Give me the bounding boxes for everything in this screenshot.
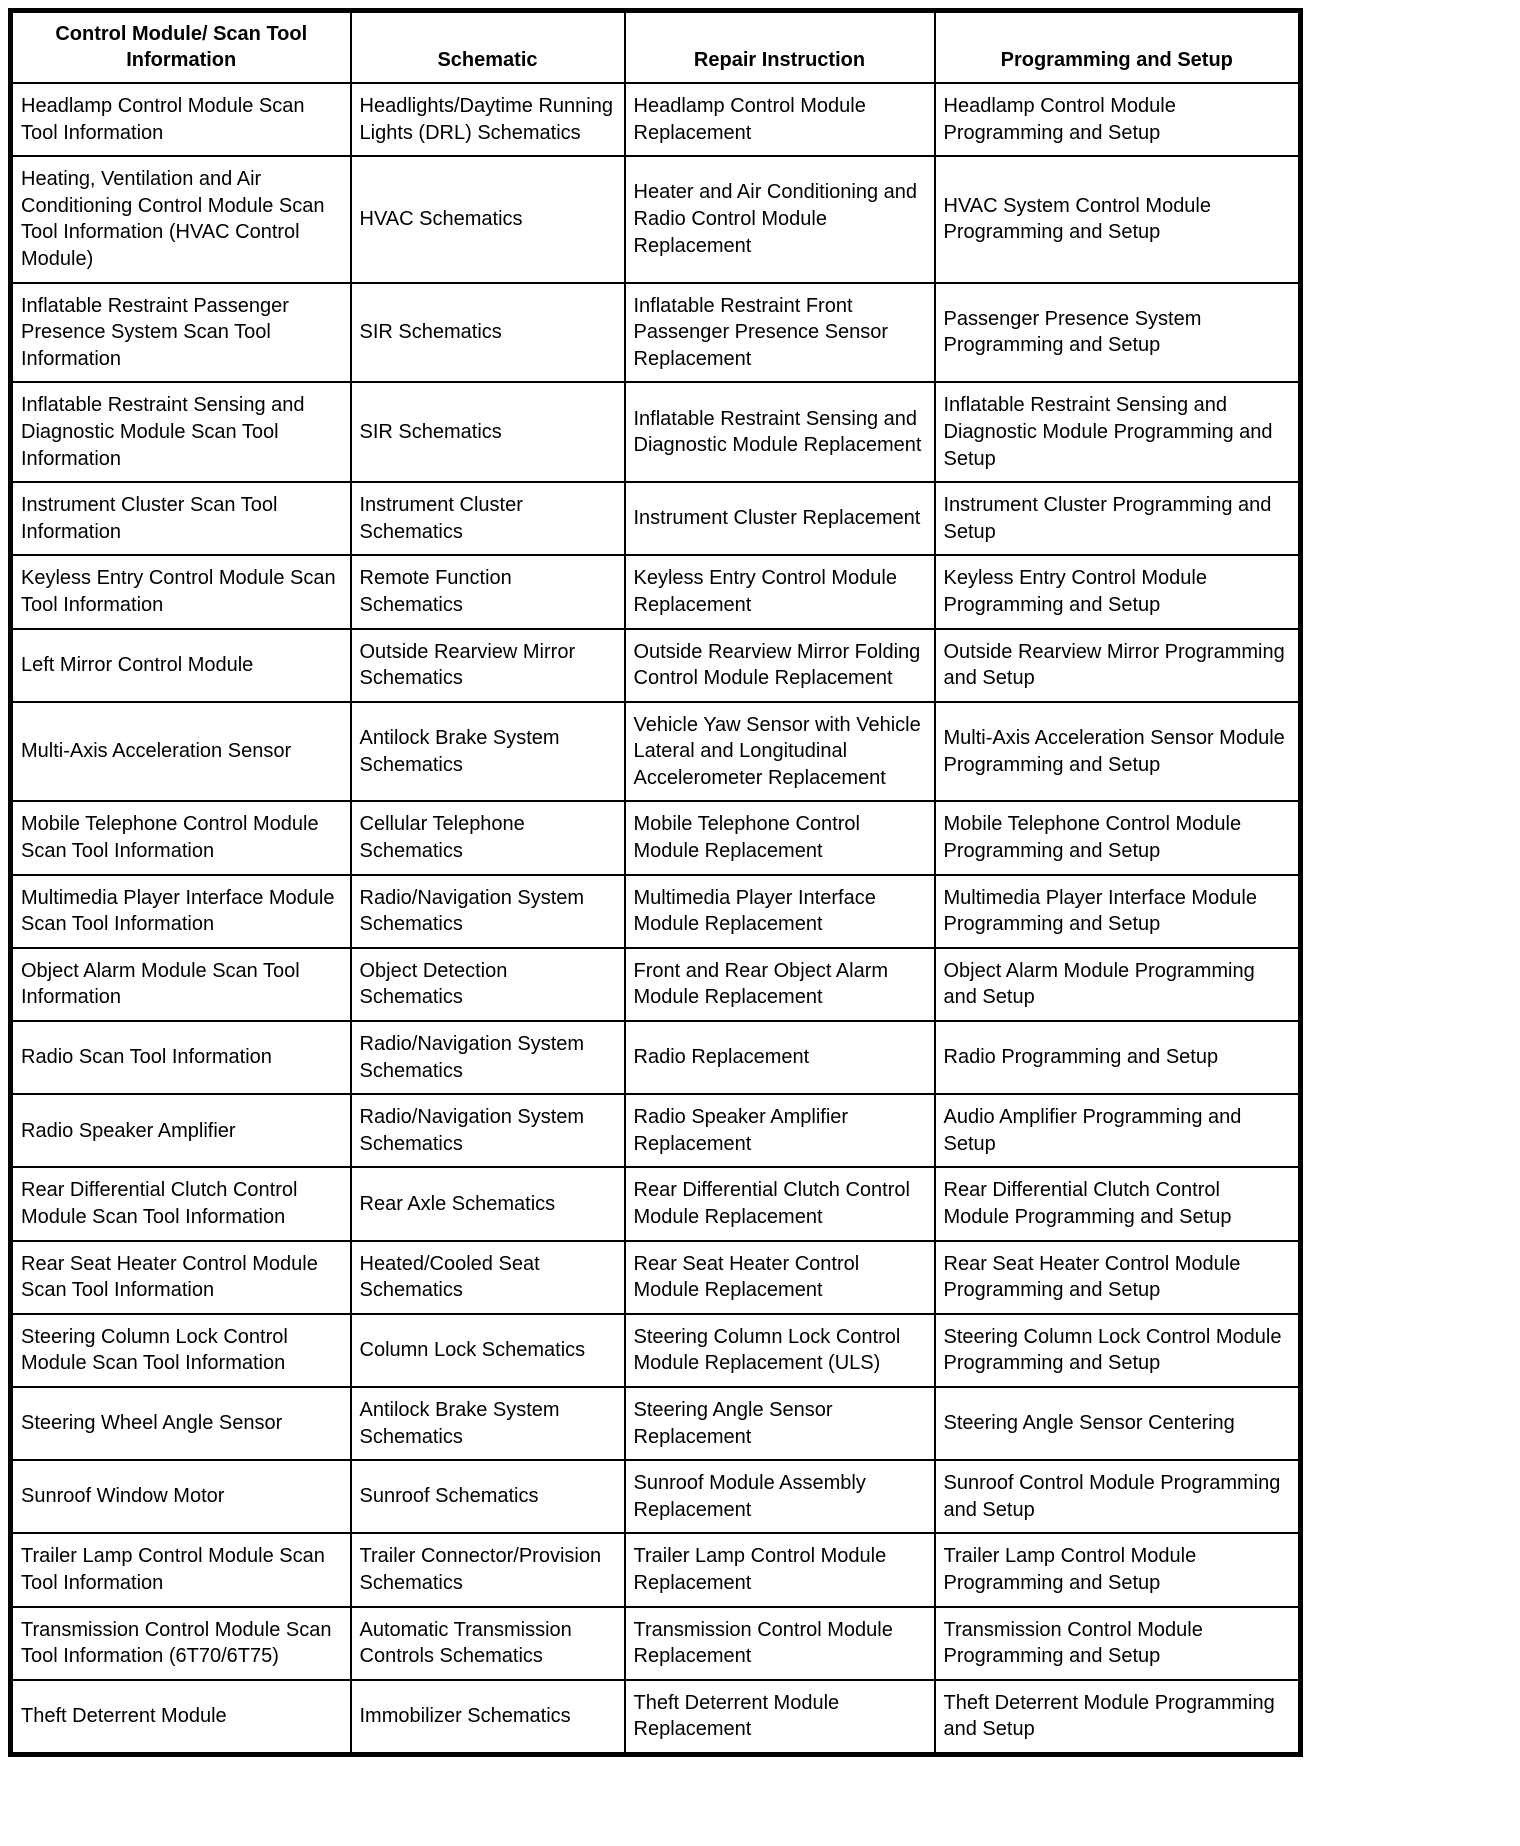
- table-cell: Steering Angle Sensor Replacement: [625, 1387, 935, 1460]
- table-cell: Trailer Lamp Control Module Scan Tool Information: [11, 1533, 351, 1606]
- table-cell: Radio Replacement: [625, 1021, 935, 1094]
- table-cell: Inflatable Restraint Sensing and Diagnostic Module Programming and Setup: [935, 382, 1301, 482]
- table-cell: Rear Seat Heater Control Module Replacement: [625, 1241, 935, 1314]
- table-cell: Theft Deterrent Module: [11, 1680, 351, 1755]
- table-cell: Mobile Telephone Control Module Scan Tool Information: [11, 801, 351, 874]
- table-cell: Radio/Navigation System Schematics: [351, 875, 625, 948]
- table-cell: Rear Differential Clutch Control Module Scan Tool Information: [11, 1167, 351, 1240]
- table-cell: Sunroof Schematics: [351, 1460, 625, 1533]
- table-row: [11, 1314, 1301, 1387]
- table-cell: Headlamp Control Module Scan Tool Information: [11, 83, 351, 156]
- table-row: [11, 156, 1301, 282]
- table-cell: Rear Seat Heater Control Module Programming and Setup: [935, 1241, 1301, 1314]
- table-cell: Theft Deterrent Module Replacement: [625, 1680, 935, 1755]
- table-cell: Inflatable Restraint Sensing and Diagnostic Module Scan Tool Information: [11, 382, 351, 482]
- table-cell: Trailer Connector/Provision Schematics: [351, 1533, 625, 1606]
- table-cell: Instrument Cluster Schematics: [351, 482, 625, 555]
- table-cell: Immobilizer Schematics: [351, 1680, 625, 1755]
- table-row: [11, 1021, 1301, 1094]
- table-cell: Left Mirror Control Module: [11, 629, 351, 702]
- table-cell: Multimedia Player Interface Module Programming and Setup: [935, 875, 1301, 948]
- column-header: Control Module/ Scan Tool Information: [11, 11, 351, 84]
- table-cell: Steering Angle Sensor Centering: [935, 1387, 1301, 1460]
- column-header: Repair Instruction: [625, 11, 935, 84]
- table-cell: Transmission Control Module Programming and Setup: [935, 1607, 1301, 1680]
- header-row: [11, 11, 1301, 84]
- table-cell: Object Alarm Module Programming and Setup: [935, 948, 1301, 1021]
- table-cell: Heater and Air Conditioning and Radio Control Module Replacement: [625, 156, 935, 282]
- table-row: [11, 283, 1301, 383]
- table-cell: Rear Differential Clutch Control Module Replacement: [625, 1167, 935, 1240]
- table-cell: HVAC System Control Module Programming and Setup: [935, 156, 1301, 282]
- table-cell: Multi-Axis Acceleration Sensor: [11, 702, 351, 802]
- table-cell: Cellular Telephone Schematics: [351, 801, 625, 874]
- table-cell: Rear Seat Heater Control Module Scan Tool Information: [11, 1241, 351, 1314]
- table-cell: Heating, Ventilation and Air Conditioning Control Module Scan Tool Information (HVAC Control Module): [11, 156, 351, 282]
- table-row: [11, 801, 1301, 874]
- table-cell: Antilock Brake System Schematics: [351, 1387, 625, 1460]
- table-cell: Rear Axle Schematics: [351, 1167, 625, 1240]
- table-row: [11, 1460, 1301, 1533]
- table-row: [11, 1607, 1301, 1680]
- table-row: [11, 1241, 1301, 1314]
- table-cell: SIR Schematics: [351, 382, 625, 482]
- table-cell: Steering Column Lock Control Module Programming and Setup: [935, 1314, 1301, 1387]
- table-cell: Rear Differential Clutch Control Module Programming and Setup: [935, 1167, 1301, 1240]
- table-row: [11, 555, 1301, 628]
- table-body: [11, 83, 1301, 1754]
- table-row: [11, 1680, 1301, 1755]
- table-cell: Outside Rearview Mirror Schematics: [351, 629, 625, 702]
- table-cell: Outside Rearview Mirror Folding Control Module Replacement: [625, 629, 935, 702]
- table-cell: Steering Column Lock Control Module Scan Tool Information: [11, 1314, 351, 1387]
- table-row: [11, 382, 1301, 482]
- table-cell: Inflatable Restraint Passenger Presence System Scan Tool Information: [11, 283, 351, 383]
- table-row: [11, 702, 1301, 802]
- table-row: [11, 875, 1301, 948]
- table-cell: Trailer Lamp Control Module Programming and Setup: [935, 1533, 1301, 1606]
- table-cell: Sunroof Control Module Programming and Setup: [935, 1460, 1301, 1533]
- table-row: [11, 482, 1301, 555]
- table-cell: Passenger Presence System Programming and Setup: [935, 283, 1301, 383]
- table-cell: Outside Rearview Mirror Programming and Setup: [935, 629, 1301, 702]
- table-cell: Instrument Cluster Programming and Setup: [935, 482, 1301, 555]
- table-cell: Front and Rear Object Alarm Module Replacement: [625, 948, 935, 1021]
- table-row: [11, 629, 1301, 702]
- modules-table: [8, 8, 1303, 1757]
- table-cell: Inflatable Restraint Sensing and Diagnostic Module Replacement: [625, 382, 935, 482]
- table-cell: Antilock Brake System Schematics: [351, 702, 625, 802]
- table-cell: Transmission Control Module Scan Tool Information (6T70/6T75): [11, 1607, 351, 1680]
- table-cell: Sunroof Module Assembly Replacement: [625, 1460, 935, 1533]
- table-cell: Mobile Telephone Control Module Programming and Setup: [935, 801, 1301, 874]
- table-cell: Keyless Entry Control Module Scan Tool Information: [11, 555, 351, 628]
- table-cell: Remote Function Schematics: [351, 555, 625, 628]
- table-cell: Trailer Lamp Control Module Replacement: [625, 1533, 935, 1606]
- table-cell: Radio/Navigation System Schematics: [351, 1094, 625, 1167]
- table-cell: Radio/Navigation System Schematics: [351, 1021, 625, 1094]
- table-row: [11, 1094, 1301, 1167]
- table-cell: Object Alarm Module Scan Tool Information: [11, 948, 351, 1021]
- table-cell: Radio Scan Tool Information: [11, 1021, 351, 1094]
- table-cell: Instrument Cluster Scan Tool Information: [11, 482, 351, 555]
- table-cell: HVAC Schematics: [351, 156, 625, 282]
- table-row: [11, 1533, 1301, 1606]
- table-cell: Keyless Entry Control Module Programming and Setup: [935, 555, 1301, 628]
- table-row: [11, 1387, 1301, 1460]
- table-row: [11, 1167, 1301, 1240]
- table-cell: Multimedia Player Interface Module Scan Tool Information: [11, 875, 351, 948]
- table-cell: Headlamp Control Module Replacement: [625, 83, 935, 156]
- table-cell: Steering Column Lock Control Module Replacement (ULS): [625, 1314, 935, 1387]
- table-cell: Inflatable Restraint Front Passenger Presence Sensor Replacement: [625, 283, 935, 383]
- table-cell: Sunroof Window Motor: [11, 1460, 351, 1533]
- table-cell: Radio Speaker Amplifier Replacement: [625, 1094, 935, 1167]
- table-cell: Radio Speaker Amplifier: [11, 1094, 351, 1167]
- table-row: [11, 83, 1301, 156]
- table-cell: Mobile Telephone Control Module Replacement: [625, 801, 935, 874]
- table-cell: Steering Wheel Angle Sensor: [11, 1387, 351, 1460]
- table-cell: Theft Deterrent Module Programming and Setup: [935, 1680, 1301, 1755]
- table-cell: Instrument Cluster Replacement: [625, 482, 935, 555]
- column-header: Programming and Setup: [935, 11, 1301, 84]
- table-cell: Multimedia Player Interface Module Replacement: [625, 875, 935, 948]
- table-cell: Transmission Control Module Replacement: [625, 1607, 935, 1680]
- table-cell: Audio Amplifier Programming and Setup: [935, 1094, 1301, 1167]
- table-cell: Object Detection Schematics: [351, 948, 625, 1021]
- table-row: [11, 948, 1301, 1021]
- table-cell: Headlamp Control Module Programming and Setup: [935, 83, 1301, 156]
- table-cell: Vehicle Yaw Sensor with Vehicle Lateral and Longitudinal Accelerometer Replacement: [625, 702, 935, 802]
- table-cell: Column Lock Schematics: [351, 1314, 625, 1387]
- column-header: Schematic: [351, 11, 625, 84]
- table-cell: Automatic Transmission Controls Schematics: [351, 1607, 625, 1680]
- table-header: [11, 11, 1301, 84]
- table-cell: Headlights/Daytime Running Lights (DRL) Schematics: [351, 83, 625, 156]
- table-cell: Keyless Entry Control Module Replacement: [625, 555, 935, 628]
- table-cell: Radio Programming and Setup: [935, 1021, 1301, 1094]
- table-cell: Multi-Axis Acceleration Sensor Module Programming and Setup: [935, 702, 1301, 802]
- table-cell: SIR Schematics: [351, 283, 625, 383]
- table-cell: Heated/Cooled Seat Schematics: [351, 1241, 625, 1314]
